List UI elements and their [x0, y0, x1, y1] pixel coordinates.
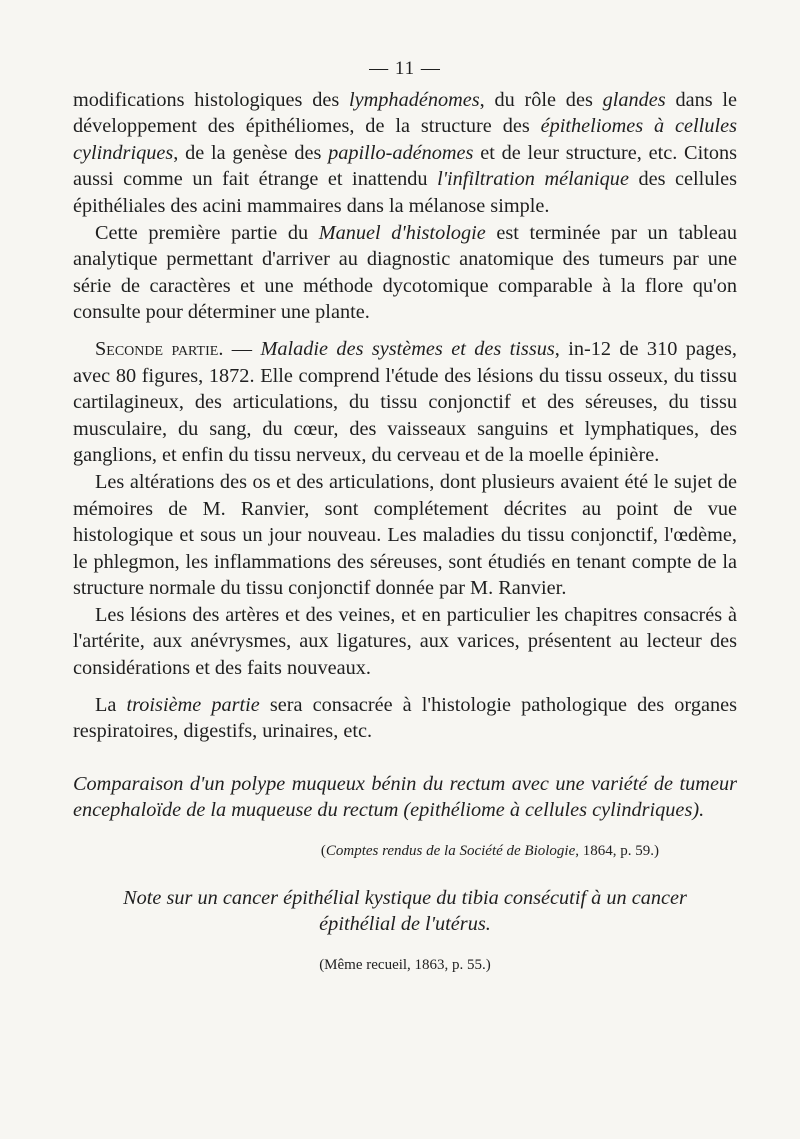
title-note-cancer	[73, 885, 737, 938]
title-comparaison-polype: Comparaison d'un polype muqueux bénin du rectum avec une variété de tumeur encephaloïde de la muqueuse du rectum (epithéliome à cellules cylindriques).	[73, 772, 737, 822]
title-note-line-1: Note sur un cancer épithélial kystique du tibia consécutif à un cancer	[123, 886, 687, 909]
reference-meme-recueil: (Même recueil, 1863, p. 55.)	[319, 956, 491, 973]
reference-comptes-rendus: (Comptes rendus de la Société de Biologie, 1864, p. 59.)	[320, 843, 659, 860]
paragraph-premiere-partie: Cette première partie du Manuel d'histologie est terminée par un tableau analytique permettant d'arriver au diagnostic anatomique des tumeurs par une série de caractères et une méthode dycotomique comparable à la flore qu'on consulte pour déterminer une plante.	[73, 221, 737, 324]
title-note-line-2: épithélial de l'utérus.	[319, 913, 491, 936]
paragraph-lesions-arteres: Les lésions des artères et des veines, et en particulier les chapitres consacrés à l'artérite, aux anévrysmes, aux ligatures, aux varices, présentent au lecteur des considérations et des faits nouveaux.	[73, 603, 737, 680]
paragraph-lymphadenomes: modifications histologiques des lymphadénomes, du rôle des glandes dans le développement des épithéliomes, de la structure des épitheliomes à cellules cylindriques, de la genèse des papillo-adénomes et de leur structure, etc. Citons aussi comme un fait étrange et inattendu l'infiltration mélanique des cellules épithéliales des acini mammaires dans la mélanose simple.	[73, 88, 738, 217]
paragraph-alterations: Les altérations des os et des articulations, dont plusieurs avaient été le sujet de mémoires de M. Ranvier, sont complétement décrites au point de vue histologique et sous un jour nouveau. Les maladies du tissu conjonctif, l'œdème, le phlegmon, les inflammations des séreuses, sont étudiés en tenant compte de la structure normale du tissu conjonctif donnée par M. Ranvier.	[73, 470, 737, 600]
paragraph-seconde-partie: Seconde partie. — Maladie des systèmes et des tissus, in-12 de 310 pages, avec 80 figures, 1872. Elle comprend l'étude des lésions du tissu osseux, du tissu cartilagineux, des articulations, du tissu conjonctif et des séreuses, du tissu musculaire, du sang, du cœur, des vaisseaux sanguins et lymphatiques, des ganglions, et enfin du tissu nerveux, du cerveau et de la moelle épinière.	[73, 337, 737, 467]
paragraph-troisieme-partie: La troisième partie sera consacrée à l'histologie pathologique des organes respiratoires, digestifs, urinaires, etc.	[73, 693, 737, 743]
page-number: — 11 —	[369, 58, 441, 79]
page-body	[73, 56, 737, 978]
